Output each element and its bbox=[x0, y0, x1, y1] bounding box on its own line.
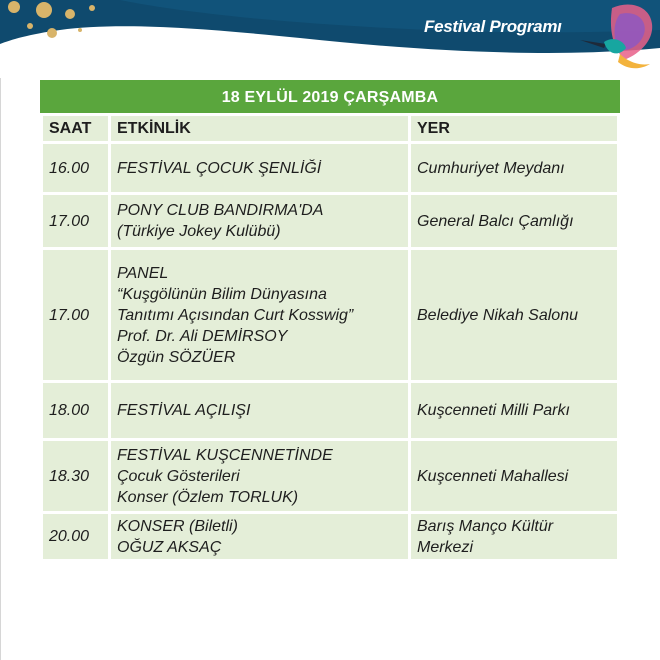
column-header-time: SAAT bbox=[42, 115, 110, 143]
event-cell bbox=[110, 194, 410, 249]
event-line: “Kuşgölünün Bilim Dünyasına bbox=[117, 285, 327, 303]
event-line: FESTİVAL AÇILIŞI bbox=[117, 402, 251, 419]
event-line: FESTİVAL KUŞCENNETİNDE bbox=[117, 446, 333, 464]
event-cell bbox=[110, 440, 410, 513]
place-line: Kuşcenneti Milli Parkı bbox=[417, 402, 570, 419]
table-row bbox=[42, 382, 619, 440]
table-row bbox=[42, 143, 619, 194]
event-cell bbox=[110, 513, 410, 561]
place-cell bbox=[410, 513, 619, 561]
place-line: Kuşcenneti Mahallesi bbox=[417, 467, 569, 485]
time-cell: 17.00 bbox=[42, 194, 110, 249]
event-line: Tanıtımı Açısından Curt Kosswig” bbox=[117, 306, 354, 324]
table-row bbox=[42, 249, 619, 382]
time-cell: 18.30 bbox=[42, 440, 110, 513]
place-line: Barış Manço Kültür bbox=[417, 517, 554, 535]
event-cell bbox=[110, 382, 410, 440]
table-row bbox=[42, 513, 619, 561]
table-row bbox=[42, 194, 619, 249]
place-line: Merkezi bbox=[417, 538, 474, 556]
time-cell: 16.00 bbox=[42, 143, 110, 194]
header-banner bbox=[0, 0, 660, 80]
schedule-table bbox=[40, 80, 620, 562]
event-cell bbox=[110, 143, 410, 194]
event-line: KONSER (Biletli) bbox=[117, 517, 238, 535]
event-line: PANEL bbox=[117, 264, 169, 282]
time-cell: 20.00 bbox=[42, 513, 110, 561]
table-row bbox=[42, 440, 619, 513]
place-cell bbox=[410, 194, 619, 249]
event-line: FESTİVAL ÇOCUK ŞENLİĞİ bbox=[117, 159, 322, 177]
event-line: Özgün SÖZÜER bbox=[117, 348, 236, 366]
place-cell bbox=[410, 440, 619, 513]
event-cell bbox=[110, 249, 410, 382]
place-line: General Balcı Çamlığı bbox=[417, 212, 574, 230]
place-cell bbox=[410, 382, 619, 440]
place-line: Belediye Nikah Salonu bbox=[417, 306, 578, 324]
column-header-event: ETKİNLİK bbox=[110, 115, 410, 143]
event-line: Prof. Dr. Ali DEMİRSOY bbox=[117, 327, 288, 345]
column-header-place: YER bbox=[410, 115, 619, 143]
event-line: Konser (Özlem TORLUK) bbox=[117, 488, 299, 506]
event-line: OĞUZ AKSAÇ bbox=[117, 538, 222, 556]
time-cell: 17.00 bbox=[42, 249, 110, 382]
place-cell bbox=[410, 143, 619, 194]
page-border-line bbox=[0, 78, 1, 660]
place-cell bbox=[410, 249, 619, 382]
place-line: Cumhuriyet Meydanı bbox=[417, 159, 565, 177]
event-line: Çocuk Gösterileri bbox=[117, 467, 240, 485]
event-line: (Türkiye Jokey Kulübü) bbox=[117, 223, 281, 240]
time-cell: 18.00 bbox=[42, 382, 110, 440]
date-header: 18 EYLÜL 2019 ÇARŞAMBA bbox=[40, 80, 620, 113]
page-title: Festival Programı bbox=[424, 17, 562, 36]
column-header-row bbox=[42, 115, 619, 143]
event-line: PONY CLUB BANDIRMA'DA bbox=[117, 202, 324, 219]
